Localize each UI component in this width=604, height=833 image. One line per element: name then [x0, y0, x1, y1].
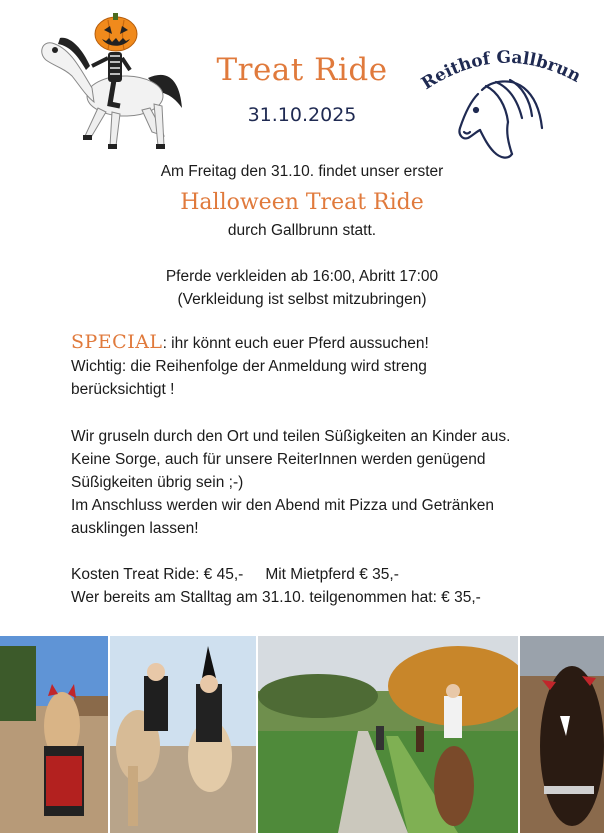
schedule-times: Pferde verkleiden ab 16:00, Abritt 17:00: [165, 268, 439, 285]
page-title: Treat Ride: [216, 52, 388, 88]
horse-head-logo-icon: [452, 72, 556, 164]
description-line-1: Wir gruseln durch den Ort und teilen Süßigkeiten an Kinder aus.: [71, 428, 511, 445]
cost-treat-ride: Kosten Treat Ride: € 45,-: [71, 566, 244, 583]
description-paragraph: [71, 425, 531, 540]
event-date: 31.10.2025: [247, 104, 357, 126]
special-paragraph: [71, 331, 551, 355]
intro-line-1: Am Freitag den 31.10. findet unser erster: [160, 163, 444, 180]
important-note: Wichtig: die Reihenfolge der Anmeldung wird streng berücksichtigt !: [71, 358, 427, 398]
intro-accent-title: Halloween Treat Ride: [180, 190, 424, 215]
photo-horse-costume: [0, 636, 108, 833]
cost-stalltag: Wer bereits am Stalltag am 31.10. teilgenommen hat: € 35,-: [71, 589, 481, 606]
description-line-3: Im Anschluss werden wir den Abend mit Pizza und Getränken ausklingen lassen!: [71, 497, 495, 537]
costs-section: [71, 563, 551, 609]
special-label: SPECIAL: [71, 331, 163, 353]
special-text: : ihr könnt euch euer Pferd aussuchen!: [162, 335, 429, 352]
cost-rental-horse: Mit Mietpferd € 35,-: [265, 566, 399, 583]
photo-ride-on-path: [258, 636, 518, 833]
photo-kids-on-horses: [110, 636, 256, 833]
intro-line-2: durch Gallbrunn statt.: [227, 222, 377, 239]
schedule-note: (Verkleidung ist selbst mitzubringen): [177, 291, 427, 308]
photo-horse-devil-horns: [520, 636, 604, 833]
logo-label: Reithof Gallbru: [420, 47, 573, 95]
description-line-2: Keine Sorge, auch für unsere ReiterInnen werden genügend Süßigkeiten übrig sein ;-): [71, 451, 486, 491]
